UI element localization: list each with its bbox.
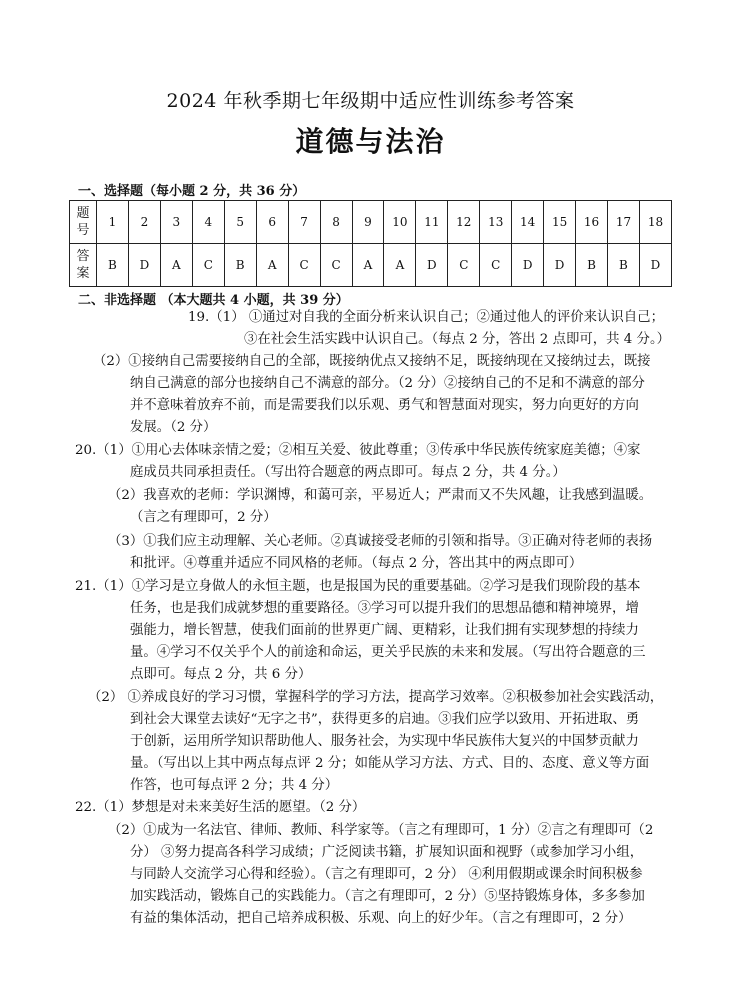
question-number: 7 xyxy=(288,201,320,244)
answer-cell: D xyxy=(416,244,448,287)
answer-line-q21-1: 点即可。每点 2 分，共 6 分） xyxy=(130,667,312,682)
answer-line-q22-2: 加实践活动，锻炼自己的实践能力。（言之有理即可，2 分）⑤坚持锻炼身体，多多参加 xyxy=(130,889,645,904)
question-number: 11 xyxy=(416,201,448,244)
question-number: 12 xyxy=(448,201,480,244)
question-number: 10 xyxy=(384,201,416,244)
answer-line-q22-2: 与同龄人交流学习心得和经验）。（言之有理即可，2 分） ④利用假期或课余时间积极参 xyxy=(130,867,643,882)
subject-title: 道德与法治 xyxy=(295,125,446,158)
answer-line-q19-2: 发展。（2 分） xyxy=(130,420,217,435)
question-number: 6 xyxy=(256,201,288,244)
question-number: 15 xyxy=(544,201,576,244)
answer-line-q22-2: 有益的集体活动，把自己培养成积极、乐观、向上的好少年。（言之有理即可，2 分） xyxy=(130,911,632,926)
answer-cell: C xyxy=(320,244,352,287)
answer-line-q20-1: 庭成员共同承担责任。（写出符合题意的两点即可。每点 2 分，共 4 分。） xyxy=(130,465,566,480)
question-number: 5 xyxy=(224,201,256,244)
question-number-row xyxy=(70,201,672,244)
answer-cell: B xyxy=(97,244,129,287)
answer-cell: C xyxy=(288,244,320,287)
answer-line-q21-2: 于创新，运用所学知识帮助他人、服务社会，为实现中华民族伟大复兴的中国梦贡献力 xyxy=(130,734,639,749)
question-number: 18 xyxy=(639,201,671,244)
answer-line-q20-3: 和批评。④尊重并适应不同风格的老师。（每点 2 分，答出其中的两点即可） xyxy=(130,556,583,571)
row-label-number: 题 号 xyxy=(70,201,97,244)
answer-cell: D xyxy=(639,244,671,287)
question-number: 14 xyxy=(512,201,544,244)
question-number: 8 xyxy=(320,201,352,244)
question-number: 2 xyxy=(128,201,160,244)
answer-line-q19-1: 19.（1） ①通过对自我的全面分析来认识自己；②通过他人的评价来认识自己； xyxy=(188,310,664,325)
answer-line-q22-2: 分） ③努力提高各科学习成绩；广泛阅读书籍，扩展知识面和视野（或参加学习小组， xyxy=(130,845,644,860)
answer-cell: D xyxy=(544,244,576,287)
answer-line-q19-2: （2）①接纳自己需要接纳自己的全部，既接纳优点又接纳不足，既接纳现在又接纳过去，既接 xyxy=(93,354,651,369)
answer-line-q20-2: （2）我喜欢的老师：学识渊博，和蔼可亲，平易近人；严肃而又不失风趣，让我感到温暖。 xyxy=(108,488,653,503)
answer-cell: D xyxy=(128,244,160,287)
answer-line-q22-2: （2）①成为一名法官、律师、教师、科学家等。（言之有理即可，1 分）②言之有理即可（2 xyxy=(108,823,654,838)
answer-line-q19-1: ③在社会生活实践中认识自己。（每点 2 分，答出 2 点即可，共 4 分。） xyxy=(244,332,671,347)
answer-cell: A xyxy=(352,244,384,287)
answer-table xyxy=(69,200,672,287)
answer-line-q21-1: 量。④学习不仅关乎个人的前途和命运，更关乎民族的未来和发展。（写出符合题意的三 xyxy=(130,645,646,660)
answer-line-q21-2: 作答，也可每点评 2 分；共 4 分） xyxy=(130,778,339,793)
row-label-answer: 答 案 xyxy=(70,244,97,287)
question-number: 4 xyxy=(192,201,224,244)
answer-cell: C xyxy=(480,244,512,287)
answer-cell: D xyxy=(512,244,544,287)
answer-line-q20-3: （3）①我们应主动理解、关心老师。②真诚接受老师的引领和指导。③正确对待老师的表扬 xyxy=(108,534,653,549)
question-number: 16 xyxy=(576,201,608,244)
section2-heading: 二、非选择题 （本大题共 4 小题，共 39 分） xyxy=(78,293,349,308)
document-title: 2024 年秋季期七年级期中适应性训练参考答案 xyxy=(166,90,575,112)
answer-cell: B xyxy=(224,244,256,287)
answer-line-q21-2: （2） ①养成良好的学习习惯，掌握科学的学习方法，提高学习效率。②积极参加社会实践活动， xyxy=(88,690,664,705)
answer-cell: B xyxy=(576,244,608,287)
answer-line-q22-1: 22.（1）梦想是对未来美好生活的愿望。（2 分） xyxy=(75,800,366,815)
question-number: 17 xyxy=(608,201,640,244)
answer-line-q21-1: 任务，也是我们成就梦想的重要路径。③学习可以提升我们的思想品德和精神境界，增 xyxy=(130,601,639,616)
answer-line-q21-1: 强能力，增长智慧，使我们面前的世界更广阔、更精彩，让我们拥有实现梦想的持续力 xyxy=(130,623,639,638)
answer-line-q19-2: 并不意味着放弃不前，而是需要我们以乐观、勇气和智慧面对现实，努力向更好的方向 xyxy=(130,398,639,413)
answer-line-q20-1: 20.（1）①用心去体味亲情之爱；②相互关爱、彼此尊重；③传承中华民族传统家庭美德；④家 xyxy=(75,443,641,458)
answer-line-q21-2: 到社会大课堂去读好“无字之书”，获得更多的启迪。③我们应学以致用、开拓进取、勇 xyxy=(130,712,640,727)
answer-line-q20-2: （言之有理即可，2 分） xyxy=(130,510,277,525)
answer-line-q21-2: 量。（写出以上其中两点每点评 2 分；如能从学习方法、方式、目的、态度、意义等方面 xyxy=(130,756,650,771)
answer-row xyxy=(70,244,672,287)
question-number: 3 xyxy=(160,201,192,244)
section1-heading: 一、选择题（每小题 2 分，共 36 分） xyxy=(78,184,306,199)
question-number: 13 xyxy=(480,201,512,244)
answer-cell: A xyxy=(160,244,192,287)
answer-cell: B xyxy=(608,244,640,287)
answer-cell: C xyxy=(192,244,224,287)
question-number: 9 xyxy=(352,201,384,244)
question-number: 1 xyxy=(97,201,129,244)
answer-line-q21-1: 21.（1）①学习是立身做人的永恒主题，也是报国为民的重要基础。②学习是我们现阶段的基本 xyxy=(75,579,641,594)
answer-cell: A xyxy=(384,244,416,287)
answer-cell: A xyxy=(256,244,288,287)
answer-cell: C xyxy=(448,244,480,287)
answer-line-q19-2: 纳自己满意的部分也接纳自己不满意的部分。（2 分）②接纳自己的不足和不满意的部分 xyxy=(130,376,645,391)
